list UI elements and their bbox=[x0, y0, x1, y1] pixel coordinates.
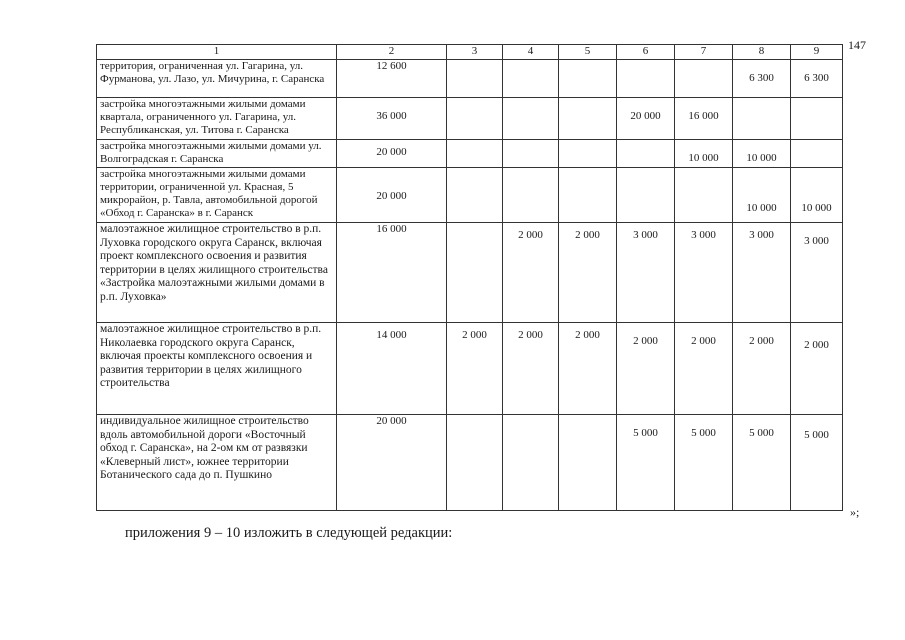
table-cell bbox=[617, 168, 675, 223]
table-row bbox=[97, 415, 843, 511]
row-description: малоэтажное жилищное строительство в р.п. Луховка городского округа Саранск, включая проект комплексного освоения и развития территории в целях жилищного строительства «Застройка малоэтажными жилыми домами в р.п. Луховка» bbox=[97, 223, 337, 323]
table-row bbox=[97, 223, 843, 323]
table-cell: 2 000 bbox=[733, 323, 791, 415]
row-description: индивидуальное жилищное строительство вдоль автомобильной дороги «Восточный обход г. Саранска», на 2-ом км от развязки «Клеверный лист», южнее территории Ботанического сада до п. Пушкино bbox=[97, 415, 337, 511]
table-cell bbox=[447, 415, 503, 511]
table-row bbox=[97, 323, 843, 415]
table-cell: 20 000 bbox=[337, 168, 447, 223]
table-cell bbox=[791, 140, 843, 168]
column-header: 4 bbox=[503, 45, 559, 60]
column-header: 2 bbox=[337, 45, 447, 60]
row-description: малоэтажное жилищное строительство в р.п. Николаевка городского округа Саранск, включая проекты комплексного освоения и развития территории в целях жилищного строительства bbox=[97, 323, 337, 415]
table-cell: 16 000 bbox=[337, 223, 447, 323]
table-cell bbox=[447, 60, 503, 98]
table-cell bbox=[503, 140, 559, 168]
table-cell: 12 600 bbox=[337, 60, 447, 98]
table-cell bbox=[503, 415, 559, 511]
table-cell bbox=[675, 168, 733, 223]
table-cell: 2 000 bbox=[675, 323, 733, 415]
table-cell bbox=[559, 60, 617, 98]
table-cell: 2 000 bbox=[559, 223, 617, 323]
table-cell bbox=[617, 140, 675, 168]
table-cell bbox=[447, 223, 503, 323]
table-cell: 2 000 bbox=[503, 323, 559, 415]
table-cell: 20 000 bbox=[617, 98, 675, 140]
table-row bbox=[97, 60, 843, 98]
table-cell: 3 000 bbox=[733, 223, 791, 323]
table-cell bbox=[447, 140, 503, 168]
table-cell: 5 000 bbox=[791, 415, 843, 511]
row-description: застройка многоэтажными жилыми домами территории, ограниченной ул. Красная, 5 микрорайон, р. Тавла, автомобильной дорогой «Обход г. Саранска» в г. Саранск bbox=[97, 168, 337, 223]
row-description: территория, ограниченная ул. Гагарина, ул. Фурманова, ул. Лазо, ул. Мичурина, г. Саранска bbox=[97, 60, 337, 98]
table-cell: 10 000 bbox=[733, 140, 791, 168]
table-cell: 10 000 bbox=[675, 140, 733, 168]
column-header: 9 bbox=[791, 45, 843, 60]
column-header: 3 bbox=[447, 45, 503, 60]
column-header: 5 bbox=[559, 45, 617, 60]
table-cell: 5 000 bbox=[733, 415, 791, 511]
column-header: 6 bbox=[617, 45, 675, 60]
data-table bbox=[96, 44, 843, 511]
column-header: 8 bbox=[733, 45, 791, 60]
table-cell: 2 000 bbox=[617, 323, 675, 415]
table-cell bbox=[503, 168, 559, 223]
table-cell: 3 000 bbox=[617, 223, 675, 323]
table-cell: 36 000 bbox=[337, 98, 447, 140]
table-cell: 6 300 bbox=[791, 60, 843, 98]
table-row bbox=[97, 140, 843, 168]
table-cell: 20 000 bbox=[337, 415, 447, 511]
table-cell: 14 000 bbox=[337, 323, 447, 415]
row-description: застройка многоэтажными жилыми домами квартала, ограниченного ул. Гагарина, ул. Республиканская, ул. Титова г. Саранска bbox=[97, 98, 337, 140]
table-cell bbox=[503, 98, 559, 140]
table-cell: 3 000 bbox=[675, 223, 733, 323]
column-header: 1 bbox=[97, 45, 337, 60]
table-cell: 2 000 bbox=[559, 323, 617, 415]
table-cell: 5 000 bbox=[617, 415, 675, 511]
table-header-row bbox=[97, 45, 843, 60]
table-cell: 2 000 bbox=[447, 323, 503, 415]
table-cell bbox=[791, 98, 843, 140]
table-cell: 10 000 bbox=[791, 168, 843, 223]
table-cell bbox=[559, 140, 617, 168]
column-header: 7 bbox=[675, 45, 733, 60]
table-cell: 2 000 bbox=[503, 223, 559, 323]
table-cell bbox=[559, 98, 617, 140]
table-cell: 10 000 bbox=[733, 168, 791, 223]
footer-text: приложения 9 – 10 изложить в следующей редакции: bbox=[125, 525, 453, 541]
row-description: застройка многоэтажными жилыми домами ул. Волгоградская г. Саранска bbox=[97, 140, 337, 168]
table-cell: 2 000 bbox=[791, 323, 843, 415]
table-row bbox=[97, 168, 843, 223]
table-row bbox=[97, 98, 843, 140]
table-cell: 16 000 bbox=[675, 98, 733, 140]
table-cell bbox=[675, 60, 733, 98]
table-cell bbox=[733, 98, 791, 140]
table-cell: 3 000 bbox=[791, 223, 843, 323]
table-cell: 20 000 bbox=[337, 140, 447, 168]
table-cell bbox=[559, 415, 617, 511]
table-cell bbox=[447, 168, 503, 223]
table-cell bbox=[617, 60, 675, 98]
closing-quote-mark: »; bbox=[850, 505, 860, 519]
table-cell bbox=[559, 168, 617, 223]
table-cell: 6 300 bbox=[733, 60, 791, 98]
page-number: 147 bbox=[848, 38, 866, 52]
table-cell: 5 000 bbox=[675, 415, 733, 511]
table-cell bbox=[503, 60, 559, 98]
table-cell bbox=[447, 98, 503, 140]
